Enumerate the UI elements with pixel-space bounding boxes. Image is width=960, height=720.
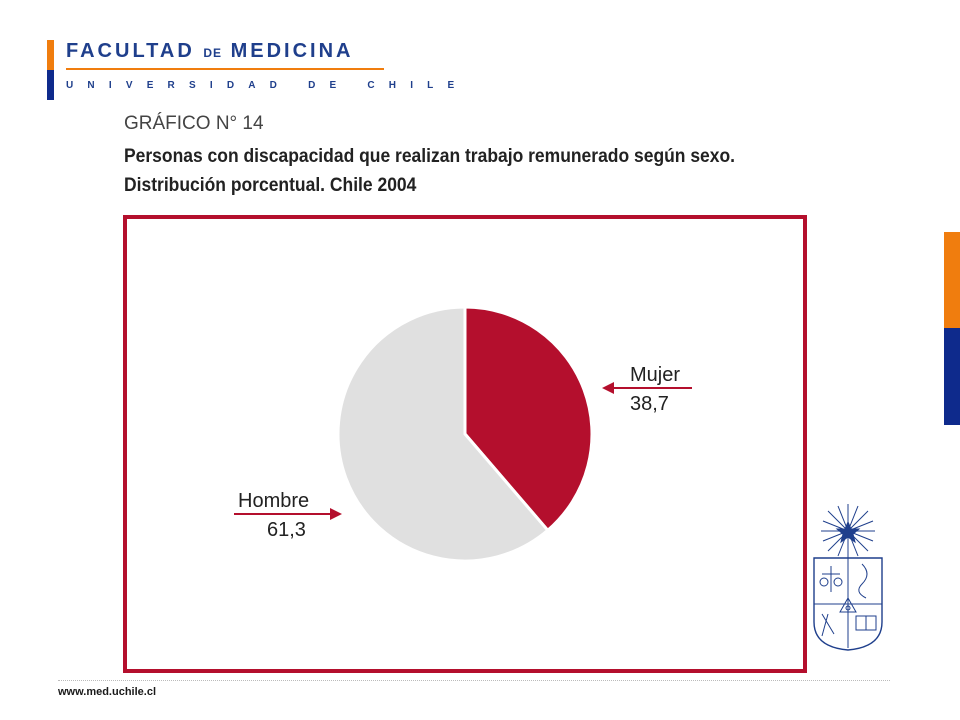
- arrow-head-mujer: [602, 382, 614, 394]
- chart-title-line2: Distribución porcentual. Chile 2004: [124, 175, 417, 196]
- label-hombre: Hombre: [238, 490, 310, 512]
- logo-title-part2: MEDICINA: [230, 40, 354, 62]
- logo-title-de: DE: [203, 46, 223, 60]
- value-hombre: 61,3: [267, 519, 306, 541]
- logo-subtitle: UNIVERSIDAD DE CHILE: [66, 80, 469, 91]
- side-accent-blue: [944, 328, 960, 425]
- footer-divider: [58, 680, 890, 681]
- label-mujer: Mujer: [630, 364, 681, 386]
- chart-number: GRÁFICO N° 14: [124, 113, 264, 134]
- footer-url: www.med.uchile.cl: [58, 686, 157, 698]
- university-crest-icon: [808, 502, 888, 652]
- side-accent-orange: [944, 232, 960, 328]
- chart-title-line1: Personas con discapacidad que realizan trabajo remunerado según sexo.: [124, 146, 736, 167]
- logo-title-part1: FACULTAD: [66, 40, 195, 62]
- arrow-head-hombre: [330, 508, 342, 520]
- value-mujer: 38,7: [630, 393, 669, 415]
